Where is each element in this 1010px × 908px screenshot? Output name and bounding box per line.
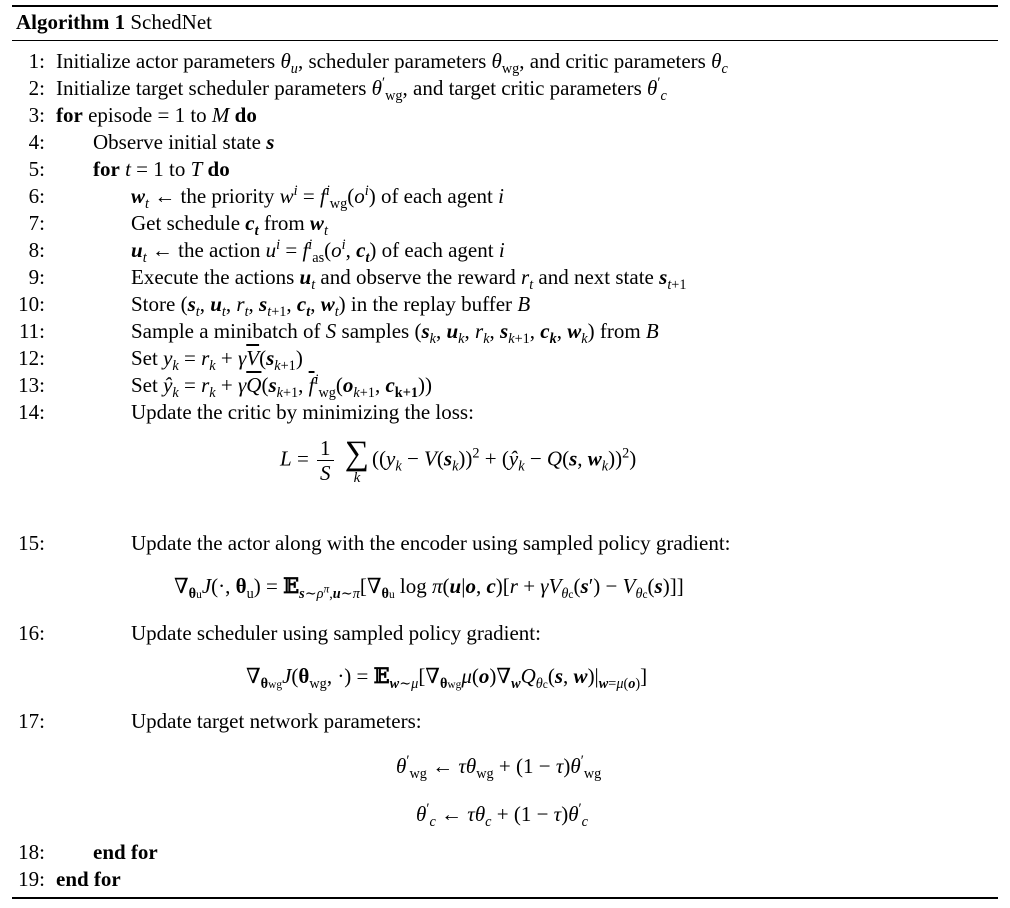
top-rule <box>12 5 998 7</box>
algorithm-label: Algorithm 1 <box>16 10 126 34</box>
line-text: Store ($s_t$, $u_t$, $r_t$, $s_{t+1}$, $c_t$, $w_t$) in the replay buffer B <box>131 292 531 320</box>
line-number: 2: <box>28 76 45 100</box>
target-scheduler-update-equation: $\theta'_{wg}$ ← $\tau\theta_{wg} + (1 - \tau)\theta'_{wg}$ <box>396 753 602 782</box>
line-text: end for <box>56 867 121 891</box>
line-number: 9: <box>28 265 45 289</box>
line-number: 13: <box>18 373 45 397</box>
line-number: 1: <box>28 49 45 73</box>
line-number: 11: <box>18 319 45 343</box>
line-text: $w_t$ ← the priority $w^i = f^i_{wg}(o^i)$ of each agent i <box>131 183 504 212</box>
actor-gradient-equation: $\nabla_{\theta u}J(\cdot$, $\theta_u$) = $𝔼_{s\sim\rho^\pi,u\sim\pi}[\nabla_{\theta u}$ log π(u|o, $c)[r + \gamma V_{\theta c}(s') - V_{\theta c}(s)]$] <box>174 573 684 602</box>
line-text: Set $ŷ_k = r_k + \gamma\overline{Q}(s_{k+1}$, $\overline{f}^i_{wg}(o_{k+1}$, $c_{k+1}$)) <box>131 372 432 401</box>
line-number: 14: <box>18 400 45 424</box>
line-number: 6: <box>28 184 45 208</box>
line-text: for episode = 1 to M do <box>56 103 257 127</box>
line-text: Execute the actions $u_t$ and observe the reward $r_t$ and next state $s_{t+1}$ <box>131 265 687 293</box>
line-number: 16: <box>18 621 45 645</box>
line-text: $u_t$ ← the action $u^i = f^i_{as}(o^i$, $c_t$) of each agent i <box>131 237 505 266</box>
line-number: 7: <box>28 211 45 235</box>
line-number: 8: <box>28 238 45 262</box>
algorithm-title <box>16 10 212 35</box>
line-text: Update scheduler using sampled policy gradient: <box>131 621 541 645</box>
line-text: Update target network parameters: <box>131 709 422 733</box>
line-number: 3: <box>28 103 45 127</box>
line-text: Initialize actor parameters $\theta_u$, scheduler parameters $\theta_{wg}$, and critic parameters $\theta_c$ <box>56 49 728 77</box>
line-text: Sample a minibatch of S samples ($s_k$, $u_k$, $r_k$, $s_{k+1}$, $c_k$, $w_k$) from B <box>131 319 659 347</box>
line-text: Get schedule $c_t$ from $w_t$ <box>131 211 328 239</box>
line-text: Set $y_k = r_k + \gamma\overline{V}(s_{k+1})$ <box>131 346 303 374</box>
line-text: Observe initial state s <box>93 130 275 154</box>
scheduler-gradient-equation: $\nabla_{\theta wg}J(\theta_{wg}$, ·) = $𝔼_{w\sim\mu}[\nabla_{\theta wg}\mu(o)\nabla_wQ_{\theta c}(s$, $w)|_{w=\mu(o)}$] <box>246 663 648 692</box>
line-text: Update the critic by minimizing the loss: <box>131 400 474 424</box>
line-number: 19: <box>18 867 45 891</box>
line-number: 15: <box>18 531 45 555</box>
line-text: end for <box>93 840 158 864</box>
line-text: Update the actor along with the encoder using sampled policy gradient: <box>131 531 731 555</box>
line-number: 10: <box>18 292 45 316</box>
target-critic-update-equation: $\theta'_c$ ← $\tau\theta_c + (1 - \tau)\theta'_c$ <box>416 801 588 830</box>
header-rule <box>12 40 998 41</box>
line-text: Initialize target scheduler parameters $\theta'_{wg}$, and target critic parameters $\theta'_c$ <box>56 75 667 104</box>
line-number: 18: <box>18 840 45 864</box>
critic-loss-equation: L = $\frac{1}{S}$ ∑ k ($(y_k - V(s_k))^2$ + ($ŷ_k - Q(s$, $w_k))^2$) <box>280 434 637 486</box>
algorithm-name: SchedNet <box>130 10 212 34</box>
line-number: 5: <box>28 157 45 181</box>
line-number: 12: <box>18 346 45 370</box>
line-number: 17: <box>18 709 45 733</box>
line-number: 4: <box>28 130 45 154</box>
line-text: for t = 1 to T do <box>93 157 230 181</box>
bottom-rule <box>12 897 998 899</box>
